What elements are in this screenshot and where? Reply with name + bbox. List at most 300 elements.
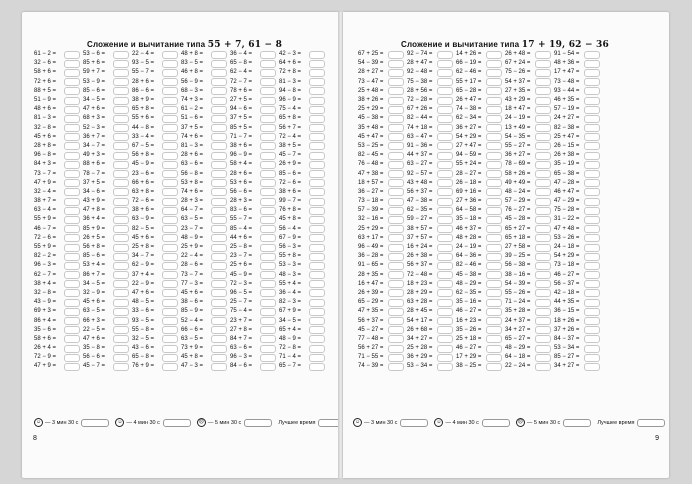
answer-box[interactable] — [260, 161, 276, 169]
answer-box[interactable] — [64, 87, 80, 95]
answer-box[interactable] — [309, 69, 325, 77]
answer-box[interactable] — [162, 106, 178, 114]
answer-box[interactable] — [584, 326, 600, 334]
answer-box[interactable] — [584, 87, 600, 95]
answer-box[interactable] — [388, 142, 404, 150]
answer-box[interactable] — [535, 244, 551, 252]
answer-box[interactable] — [64, 69, 80, 77]
answer-box[interactable] — [162, 97, 178, 105]
answer-box[interactable] — [162, 161, 178, 169]
answer-box[interactable] — [309, 253, 325, 261]
answer-box[interactable] — [309, 299, 325, 307]
answer-box[interactable] — [113, 289, 129, 297]
answer-box[interactable] — [486, 198, 502, 206]
answer-box[interactable] — [162, 216, 178, 224]
answer-box[interactable] — [535, 106, 551, 114]
answer-box[interactable] — [260, 271, 276, 279]
answer-box[interactable] — [309, 78, 325, 86]
answer-box[interactable] — [309, 244, 325, 252]
answer-box[interactable] — [260, 280, 276, 288]
answer-box[interactable] — [162, 207, 178, 215]
answer-box[interactable] — [309, 106, 325, 114]
answer-box[interactable] — [486, 170, 502, 178]
answer-box[interactable] — [64, 271, 80, 279]
answer-box[interactable] — [211, 97, 227, 105]
answer-box[interactable] — [64, 345, 80, 353]
answer-box[interactable] — [260, 335, 276, 343]
answer-box[interactable] — [437, 179, 453, 187]
answer-box[interactable] — [260, 106, 276, 114]
answer-box[interactable] — [260, 207, 276, 215]
answer-box[interactable] — [437, 170, 453, 178]
answer-box[interactable] — [535, 198, 551, 206]
answer-box[interactable] — [437, 78, 453, 86]
answer-box[interactable] — [584, 335, 600, 343]
answer-box[interactable] — [113, 188, 129, 196]
answer-box[interactable] — [486, 317, 502, 325]
answer-box[interactable] — [437, 60, 453, 68]
answer-box[interactable] — [535, 207, 551, 215]
answer-box[interactable] — [437, 97, 453, 105]
answer-box[interactable] — [388, 170, 404, 178]
answer-box[interactable] — [535, 234, 551, 242]
answer-box[interactable] — [388, 207, 404, 215]
answer-box[interactable] — [309, 354, 325, 362]
answer-box[interactable] — [486, 106, 502, 114]
answer-box[interactable] — [388, 51, 404, 59]
answer-box[interactable] — [162, 87, 178, 95]
answer-box[interactable] — [388, 225, 404, 233]
answer-box[interactable] — [64, 115, 80, 123]
answer-box[interactable] — [535, 179, 551, 187]
answer-box[interactable] — [309, 216, 325, 224]
answer-box[interactable] — [437, 142, 453, 150]
answer-box[interactable] — [388, 308, 404, 316]
answer-box[interactable] — [64, 253, 80, 261]
answer-box[interactable] — [113, 106, 129, 114]
answer-box[interactable] — [64, 326, 80, 334]
answer-box[interactable] — [535, 299, 551, 307]
answer-box[interactable] — [260, 142, 276, 150]
answer-box[interactable] — [211, 207, 227, 215]
answer-box[interactable] — [162, 289, 178, 297]
answer-box[interactable] — [437, 308, 453, 316]
answer-box[interactable] — [260, 115, 276, 123]
answer-box[interactable] — [388, 326, 404, 334]
answer-box[interactable] — [211, 78, 227, 86]
answer-box[interactable] — [162, 179, 178, 187]
answer-box[interactable] — [211, 280, 227, 288]
answer-box[interactable] — [113, 280, 129, 288]
answer-box[interactable] — [309, 326, 325, 334]
answer-box[interactable] — [64, 280, 80, 288]
answer-box[interactable] — [211, 335, 227, 343]
answer-box[interactable] — [113, 308, 129, 316]
answer-box[interactable] — [437, 299, 453, 307]
answer-box[interactable] — [535, 69, 551, 77]
answer-box[interactable] — [260, 188, 276, 196]
answer-box[interactable] — [309, 133, 325, 141]
answer-box[interactable] — [64, 78, 80, 86]
answer-box[interactable] — [388, 262, 404, 270]
answer-box[interactable] — [309, 179, 325, 187]
answer-box[interactable] — [260, 216, 276, 224]
answer-box[interactable] — [260, 51, 276, 59]
answer-box[interactable] — [211, 345, 227, 353]
right-time-2-box[interactable] — [482, 419, 510, 427]
answer-box[interactable] — [309, 289, 325, 297]
answer-box[interactable] — [437, 354, 453, 362]
answer-box[interactable] — [437, 69, 453, 77]
answer-box[interactable] — [309, 345, 325, 353]
answer-box[interactable] — [437, 106, 453, 114]
answer-box[interactable] — [437, 188, 453, 196]
answer-box[interactable] — [437, 216, 453, 224]
answer-box[interactable] — [113, 354, 129, 362]
answer-box[interactable] — [211, 124, 227, 132]
answer-box[interactable] — [162, 271, 178, 279]
answer-box[interactable] — [162, 225, 178, 233]
answer-box[interactable] — [486, 271, 502, 279]
answer-box[interactable] — [437, 51, 453, 59]
answer-box[interactable] — [64, 308, 80, 316]
answer-box[interactable] — [211, 289, 227, 297]
answer-box[interactable] — [309, 317, 325, 325]
answer-box[interactable] — [309, 198, 325, 206]
answer-box[interactable] — [535, 87, 551, 95]
answer-box[interactable] — [113, 78, 129, 86]
answer-box[interactable] — [486, 161, 502, 169]
answer-box[interactable] — [260, 253, 276, 261]
answer-box[interactable] — [584, 198, 600, 206]
right-time-1-box[interactable] — [400, 419, 428, 427]
answer-box[interactable] — [162, 133, 178, 141]
answer-box[interactable] — [162, 115, 178, 123]
answer-box[interactable] — [535, 142, 551, 150]
answer-box[interactable] — [584, 170, 600, 178]
answer-box[interactable] — [388, 161, 404, 169]
answer-box[interactable] — [113, 161, 129, 169]
answer-box[interactable] — [535, 289, 551, 297]
answer-box[interactable] — [309, 207, 325, 215]
answer-box[interactable] — [437, 345, 453, 353]
answer-box[interactable] — [211, 188, 227, 196]
answer-box[interactable] — [584, 188, 600, 196]
left-time-2-box[interactable] — [163, 419, 191, 427]
answer-box[interactable] — [388, 124, 404, 132]
answer-box[interactable] — [584, 299, 600, 307]
answer-box[interactable] — [113, 216, 129, 224]
answer-box[interactable] — [64, 234, 80, 242]
answer-box[interactable] — [64, 161, 80, 169]
answer-box[interactable] — [584, 69, 600, 77]
answer-box[interactable] — [260, 317, 276, 325]
answer-box[interactable] — [437, 326, 453, 334]
answer-box[interactable] — [309, 271, 325, 279]
answer-box[interactable] — [388, 216, 404, 224]
answer-box[interactable] — [437, 253, 453, 261]
answer-box[interactable] — [486, 335, 502, 343]
answer-box[interactable] — [64, 289, 80, 297]
answer-box[interactable] — [486, 216, 502, 224]
answer-box[interactable] — [211, 262, 227, 270]
answer-box[interactable] — [388, 234, 404, 242]
answer-box[interactable] — [388, 317, 404, 325]
answer-box[interactable] — [64, 225, 80, 233]
answer-box[interactable] — [437, 198, 453, 206]
answer-box[interactable] — [388, 198, 404, 206]
answer-box[interactable] — [388, 280, 404, 288]
answer-box[interactable] — [162, 253, 178, 261]
answer-box[interactable] — [113, 244, 129, 252]
answer-box[interactable] — [486, 97, 502, 105]
answer-box[interactable] — [162, 345, 178, 353]
answer-box[interactable] — [211, 161, 227, 169]
answer-box[interactable] — [260, 133, 276, 141]
answer-box[interactable] — [535, 225, 551, 233]
answer-box[interactable] — [584, 280, 600, 288]
answer-box[interactable] — [64, 188, 80, 196]
answer-box[interactable] — [211, 87, 227, 95]
answer-box[interactable] — [309, 60, 325, 68]
answer-box[interactable] — [113, 335, 129, 343]
answer-box[interactable] — [162, 280, 178, 288]
answer-box[interactable] — [535, 308, 551, 316]
answer-box[interactable] — [388, 78, 404, 86]
answer-box[interactable] — [486, 188, 502, 196]
answer-box[interactable] — [113, 60, 129, 68]
answer-box[interactable] — [113, 152, 129, 160]
answer-box[interactable] — [64, 142, 80, 150]
answer-box[interactable] — [486, 299, 502, 307]
answer-box[interactable] — [437, 133, 453, 141]
answer-box[interactable] — [211, 115, 227, 123]
left-time-1-box[interactable] — [81, 419, 109, 427]
answer-box[interactable] — [584, 142, 600, 150]
answer-box[interactable] — [162, 326, 178, 334]
answer-box[interactable] — [64, 262, 80, 270]
answer-box[interactable] — [584, 179, 600, 187]
answer-box[interactable] — [211, 354, 227, 362]
answer-box[interactable] — [388, 97, 404, 105]
answer-box[interactable] — [260, 198, 276, 206]
left-time-3-box[interactable] — [244, 419, 272, 427]
answer-box[interactable] — [113, 299, 129, 307]
answer-box[interactable] — [211, 244, 227, 252]
answer-box[interactable] — [260, 345, 276, 353]
answer-box[interactable] — [64, 244, 80, 252]
answer-box[interactable] — [486, 142, 502, 150]
answer-box[interactable] — [437, 87, 453, 95]
answer-box[interactable] — [535, 97, 551, 105]
answer-box[interactable] — [162, 51, 178, 59]
answer-box[interactable] — [535, 345, 551, 353]
answer-box[interactable] — [260, 60, 276, 68]
answer-box[interactable] — [309, 308, 325, 316]
answer-box[interactable] — [584, 216, 600, 224]
answer-box[interactable] — [437, 161, 453, 169]
answer-box[interactable] — [162, 78, 178, 86]
answer-box[interactable] — [113, 225, 129, 233]
answer-box[interactable] — [162, 234, 178, 242]
answer-box[interactable] — [584, 363, 600, 371]
answer-box[interactable] — [437, 271, 453, 279]
answer-box[interactable] — [113, 170, 129, 178]
answer-box[interactable] — [309, 262, 325, 270]
answer-box[interactable] — [113, 262, 129, 270]
answer-box[interactable] — [211, 51, 227, 59]
answer-box[interactable] — [388, 253, 404, 261]
answer-box[interactable] — [437, 363, 453, 371]
answer-box[interactable] — [162, 60, 178, 68]
answer-box[interactable] — [486, 51, 502, 59]
answer-box[interactable] — [486, 354, 502, 362]
answer-box[interactable] — [309, 152, 325, 160]
answer-box[interactable] — [486, 60, 502, 68]
answer-box[interactable] — [113, 87, 129, 95]
answer-box[interactable] — [584, 317, 600, 325]
answer-box[interactable] — [486, 326, 502, 334]
answer-box[interactable] — [388, 363, 404, 371]
answer-box[interactable] — [486, 280, 502, 288]
answer-box[interactable] — [211, 170, 227, 178]
answer-box[interactable] — [162, 170, 178, 178]
answer-box[interactable] — [113, 69, 129, 77]
answer-box[interactable] — [211, 142, 227, 150]
answer-box[interactable] — [113, 253, 129, 261]
answer-box[interactable] — [486, 225, 502, 233]
answer-box[interactable] — [211, 326, 227, 334]
answer-box[interactable] — [162, 69, 178, 77]
answer-box[interactable] — [260, 152, 276, 160]
answer-box[interactable] — [64, 198, 80, 206]
answer-box[interactable] — [211, 198, 227, 206]
answer-box[interactable] — [260, 289, 276, 297]
answer-box[interactable] — [388, 299, 404, 307]
answer-box[interactable] — [486, 115, 502, 123]
answer-box[interactable] — [162, 188, 178, 196]
answer-box[interactable] — [437, 317, 453, 325]
answer-box[interactable] — [535, 280, 551, 288]
answer-box[interactable] — [535, 317, 551, 325]
answer-box[interactable] — [437, 152, 453, 160]
answer-box[interactable] — [388, 335, 404, 343]
answer-box[interactable] — [486, 69, 502, 77]
answer-box[interactable] — [211, 133, 227, 141]
answer-box[interactable] — [260, 244, 276, 252]
answer-box[interactable] — [584, 97, 600, 105]
answer-box[interactable] — [260, 87, 276, 95]
right-best-time-box[interactable] — [637, 419, 665, 427]
answer-box[interactable] — [584, 106, 600, 114]
answer-box[interactable] — [437, 225, 453, 233]
answer-box[interactable] — [162, 152, 178, 160]
answer-box[interactable] — [64, 335, 80, 343]
answer-box[interactable] — [535, 152, 551, 160]
answer-box[interactable] — [64, 299, 80, 307]
answer-box[interactable] — [64, 51, 80, 59]
answer-box[interactable] — [486, 78, 502, 86]
answer-box[interactable] — [162, 335, 178, 343]
answer-box[interactable] — [211, 106, 227, 114]
answer-box[interactable] — [211, 299, 227, 307]
answer-box[interactable] — [584, 207, 600, 215]
answer-box[interactable] — [162, 363, 178, 371]
answer-box[interactable] — [211, 271, 227, 279]
answer-box[interactable] — [486, 363, 502, 371]
answer-box[interactable] — [437, 262, 453, 270]
answer-box[interactable] — [535, 115, 551, 123]
answer-box[interactable] — [260, 69, 276, 77]
answer-box[interactable] — [309, 124, 325, 132]
answer-box[interactable] — [388, 244, 404, 252]
answer-box[interactable] — [162, 142, 178, 150]
answer-box[interactable] — [162, 244, 178, 252]
answer-box[interactable] — [309, 97, 325, 105]
answer-box[interactable] — [309, 280, 325, 288]
answer-box[interactable] — [260, 354, 276, 362]
answer-box[interactable] — [309, 170, 325, 178]
answer-box[interactable] — [584, 225, 600, 233]
answer-box[interactable] — [113, 345, 129, 353]
answer-box[interactable] — [113, 363, 129, 371]
answer-box[interactable] — [437, 234, 453, 242]
answer-box[interactable] — [584, 354, 600, 362]
answer-box[interactable] — [535, 60, 551, 68]
answer-box[interactable] — [64, 124, 80, 132]
answer-box[interactable] — [113, 133, 129, 141]
answer-box[interactable] — [309, 51, 325, 59]
answer-box[interactable] — [64, 97, 80, 105]
answer-box[interactable] — [584, 78, 600, 86]
left-best-time-box[interactable] — [318, 419, 339, 427]
answer-box[interactable] — [388, 188, 404, 196]
answer-box[interactable] — [113, 97, 129, 105]
answer-box[interactable] — [535, 326, 551, 334]
answer-box[interactable] — [486, 234, 502, 242]
answer-box[interactable] — [535, 170, 551, 178]
answer-box[interactable] — [211, 253, 227, 261]
answer-box[interactable] — [535, 133, 551, 141]
answer-box[interactable] — [211, 234, 227, 242]
answer-box[interactable] — [309, 161, 325, 169]
answer-box[interactable] — [437, 115, 453, 123]
answer-box[interactable] — [211, 216, 227, 224]
answer-box[interactable] — [113, 115, 129, 123]
answer-box[interactable] — [64, 354, 80, 362]
answer-box[interactable] — [309, 142, 325, 150]
answer-box[interactable] — [535, 253, 551, 261]
answer-box[interactable] — [388, 271, 404, 279]
answer-box[interactable] — [388, 152, 404, 160]
answer-box[interactable] — [211, 69, 227, 77]
answer-box[interactable] — [437, 244, 453, 252]
answer-box[interactable] — [584, 308, 600, 316]
answer-box[interactable] — [64, 152, 80, 160]
answer-box[interactable] — [388, 106, 404, 114]
answer-box[interactable] — [64, 179, 80, 187]
answer-box[interactable] — [162, 308, 178, 316]
right-time-3-box[interactable] — [563, 419, 591, 427]
answer-box[interactable] — [486, 124, 502, 132]
answer-box[interactable] — [162, 317, 178, 325]
answer-box[interactable] — [535, 51, 551, 59]
answer-box[interactable] — [584, 60, 600, 68]
answer-box[interactable] — [64, 106, 80, 114]
answer-box[interactable] — [113, 317, 129, 325]
answer-box[interactable] — [162, 262, 178, 270]
answer-box[interactable] — [309, 234, 325, 242]
